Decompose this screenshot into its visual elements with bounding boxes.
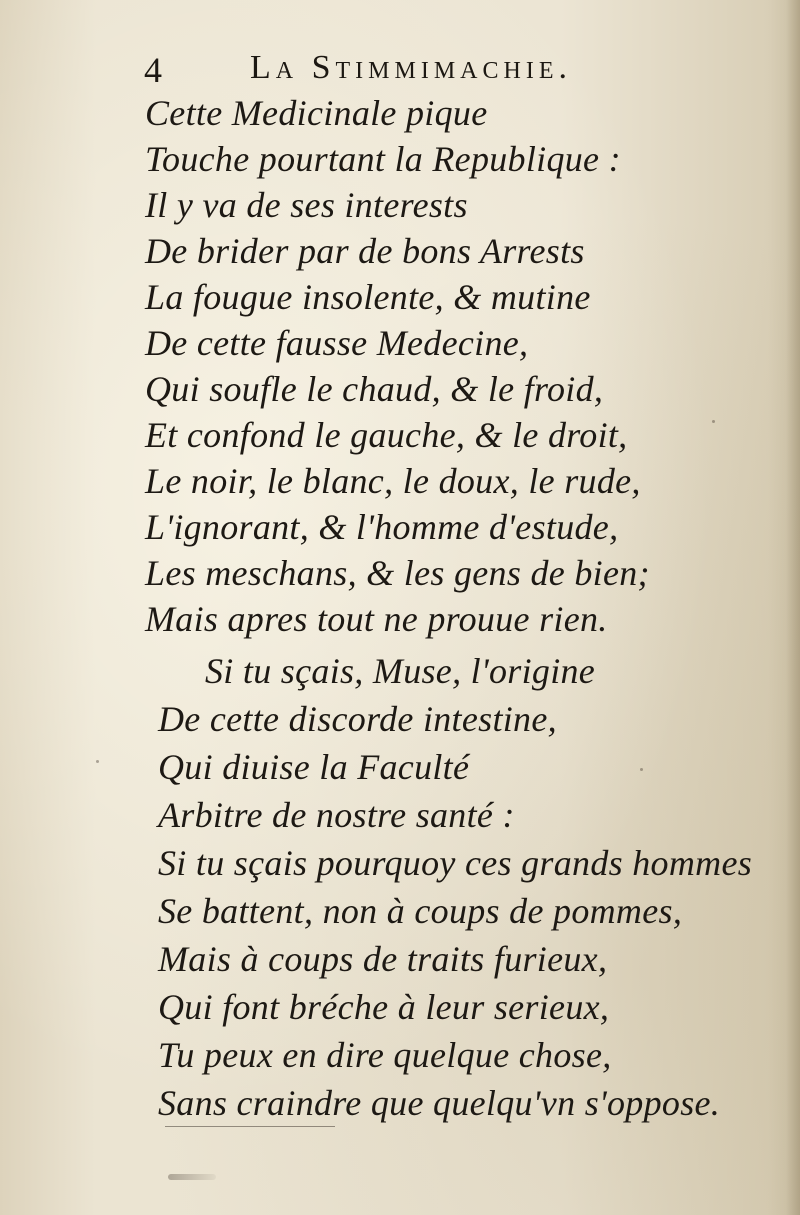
verse-line: Qui soufle le chaud, & le froid, — [145, 369, 604, 409]
verse-line: Si tu sçais pourquoy ces grands hommes — [158, 843, 753, 883]
poem-text — [0, 90, 800, 1150]
verse-line: L'ignorant, & l'homme d'estude, — [145, 507, 619, 547]
verse-line: Et confond le gauche, & le droit, — [145, 415, 628, 455]
verse-line: De cette discorde intestine, — [158, 699, 557, 739]
page-header — [140, 40, 660, 90]
ink-speck — [96, 760, 99, 763]
underline-mark — [165, 1126, 335, 1127]
verse-line: Mais apres tout ne prouue rien. — [145, 599, 608, 639]
verse-line-stanza-start: Si tu sçais, Muse, l'origine — [205, 651, 596, 691]
verse-line: De cette fausse Medecine, — [145, 323, 529, 363]
ink-speck — [640, 768, 643, 771]
verse-line: Se battent, non à coups de pommes, — [158, 891, 683, 931]
verse-line: Cette Medicinale pique — [145, 93, 488, 133]
page-number: 4 — [144, 50, 162, 90]
running-title: La Stimmimachie. — [250, 49, 572, 86]
verse-line: Mais à coups de traits furieux, — [158, 939, 608, 979]
verse-line: Tu peux en dire quelque chose, — [158, 1035, 612, 1075]
verse-line: Le noir, le blanc, le doux, le rude, — [145, 461, 641, 501]
verse-line: La fougue insolente, & mutine — [145, 277, 591, 317]
verse-line: De brider par de bons Arrests — [145, 231, 585, 271]
ink-speck — [712, 420, 715, 423]
verse-line: Sans craindre que quelqu'vn s'oppose. — [158, 1083, 721, 1123]
verse-line: Arbitre de nostre santé : — [158, 795, 515, 835]
verse-line: Qui diuise la Faculté — [158, 747, 470, 787]
verse-line: Les meschans, & les gens de bien; — [145, 553, 650, 593]
verse-line: Qui font bréche à leur serieux, — [158, 987, 610, 1027]
verse-line: Touche pourtant la Republique : — [145, 139, 621, 179]
ink-smudge — [168, 1174, 216, 1180]
verse-line: Il y va de ses interests — [145, 185, 468, 225]
